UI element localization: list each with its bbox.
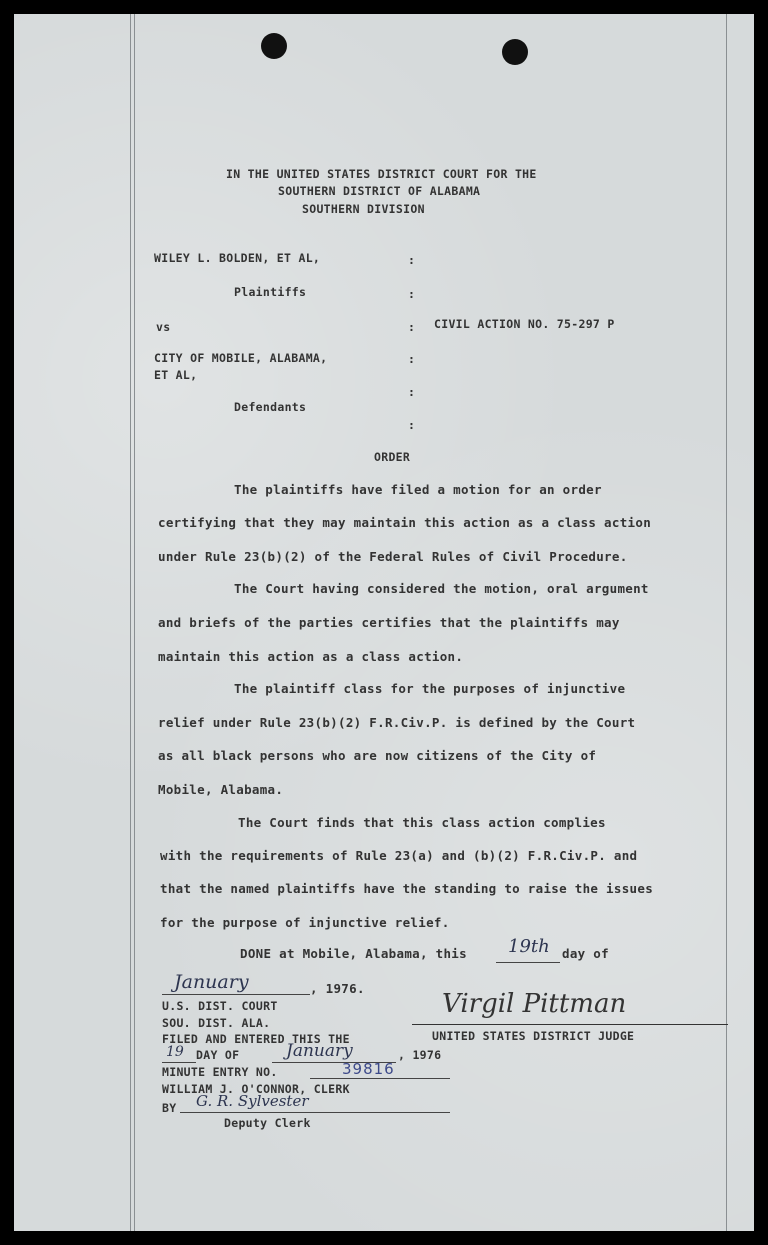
stamp-minute-blank xyxy=(310,1078,450,1079)
stamp-minute-number: 39816 xyxy=(342,1060,395,1078)
body-line: as all black persons who are now citizens of the City of xyxy=(158,748,597,763)
month-blank-line xyxy=(162,994,310,995)
done-suffix: day of xyxy=(562,946,609,961)
margin-rule-left-inner xyxy=(134,14,135,1231)
body-line: The plaintiffs have filed a motion for an order xyxy=(234,482,602,497)
caption-colon: : xyxy=(408,385,416,399)
caption-colon: : xyxy=(408,287,416,301)
body-line: certifying that they may maintain this action as a class action xyxy=(158,515,652,530)
stamp-month-handwritten: January xyxy=(286,1041,353,1061)
stamp-by-signature: G. R. Sylvester xyxy=(196,1092,309,1110)
stamp-by-blank xyxy=(180,1112,450,1113)
stamp-day-label: DAY OF xyxy=(196,1048,240,1062)
day-blank-line xyxy=(496,962,560,963)
judge-title: UNITED STATES DISTRICT JUDGE xyxy=(432,1029,635,1043)
body-line: maintain this action as a class action. xyxy=(158,649,464,664)
body-line: under Rule 23(b)(2) of the Federal Rules of Civil Procedure. xyxy=(158,549,628,564)
body-line: The plaintiff class for the purposes of injunctive xyxy=(234,681,626,696)
punch-hole-right xyxy=(502,39,528,65)
body-line: The Court having considered the motion, oral argument xyxy=(234,581,649,596)
done-month-handwritten: January xyxy=(174,971,249,993)
body-line: relief under Rule 23(b)(2) F.R.Civ.P. is defined by the Court xyxy=(158,715,636,730)
court-heading-line2: SOUTHERN DISTRICT OF ALABAMA xyxy=(278,184,481,198)
body-line: Mobile, Alabama. xyxy=(158,782,284,797)
stamp-deputy: Deputy Clerk xyxy=(224,1116,311,1130)
defendant-name-1: CITY OF MOBILE, ALABAMA, xyxy=(154,351,328,365)
margin-rule-right xyxy=(726,14,727,1231)
stamp-clerk-name: WILLIAM J. O'CONNOR, CLERK xyxy=(162,1082,350,1096)
done-prefix: DONE at Mobile, Alabama, this xyxy=(240,946,467,961)
body-line: that the named plaintiffs have the standing to raise the issues xyxy=(160,881,654,896)
court-heading-line3: SOUTHERN DIVISION xyxy=(302,202,425,216)
judge-signature-line xyxy=(412,1024,728,1025)
judge-signature: Virgil Pittman xyxy=(442,989,627,1019)
margin-rule-left xyxy=(130,14,131,1231)
plaintiff-name: WILEY L. BOLDEN, ET AL, xyxy=(154,251,321,265)
caption-colon: : xyxy=(408,352,416,366)
stamp-year: , 1976 xyxy=(398,1048,442,1062)
stamp-minute-label: MINUTE ENTRY NO. xyxy=(162,1065,278,1079)
civil-action-number: CIVIL ACTION NO. 75-297 P xyxy=(434,317,615,331)
caption-colon: : xyxy=(408,253,416,267)
body-line: with the requirements of Rule 23(a) and (b)(2) F.R.Civ.P. and xyxy=(160,848,638,863)
done-year: , 1976. xyxy=(310,981,365,996)
plaintiff-label: Plaintiffs xyxy=(234,285,307,299)
stamp-day-handwritten: 19 xyxy=(166,1044,184,1060)
document-page xyxy=(14,14,754,1231)
stamp-line1: U.S. DIST. COURT xyxy=(162,999,278,1013)
stamp-by-label: BY xyxy=(162,1101,177,1115)
done-day-handwritten: 19th xyxy=(508,936,550,957)
defendant-name-2: ET AL, xyxy=(154,368,198,382)
stamp-day-blank xyxy=(162,1062,196,1063)
order-title: ORDER xyxy=(374,450,411,464)
defendant-label: Defendants xyxy=(234,400,307,414)
body-line: and briefs of the parties certifies that the plaintiffs may xyxy=(158,615,620,630)
stamp-line2: SOU. DIST. ALA. xyxy=(162,1016,271,1030)
stamp-line3: FILED AND ENTERED THIS THE xyxy=(162,1032,350,1046)
body-line: The Court finds that this class action complies xyxy=(238,815,606,830)
court-heading-line1: IN THE UNITED STATES DISTRICT COURT FOR THE xyxy=(226,167,537,181)
punch-hole-left xyxy=(261,33,287,59)
body-line: for the purpose of injunctive relief. xyxy=(160,915,450,930)
caption-colon: : xyxy=(408,320,416,334)
caption-colon: : xyxy=(408,418,416,432)
versus-label: vs xyxy=(156,320,171,334)
